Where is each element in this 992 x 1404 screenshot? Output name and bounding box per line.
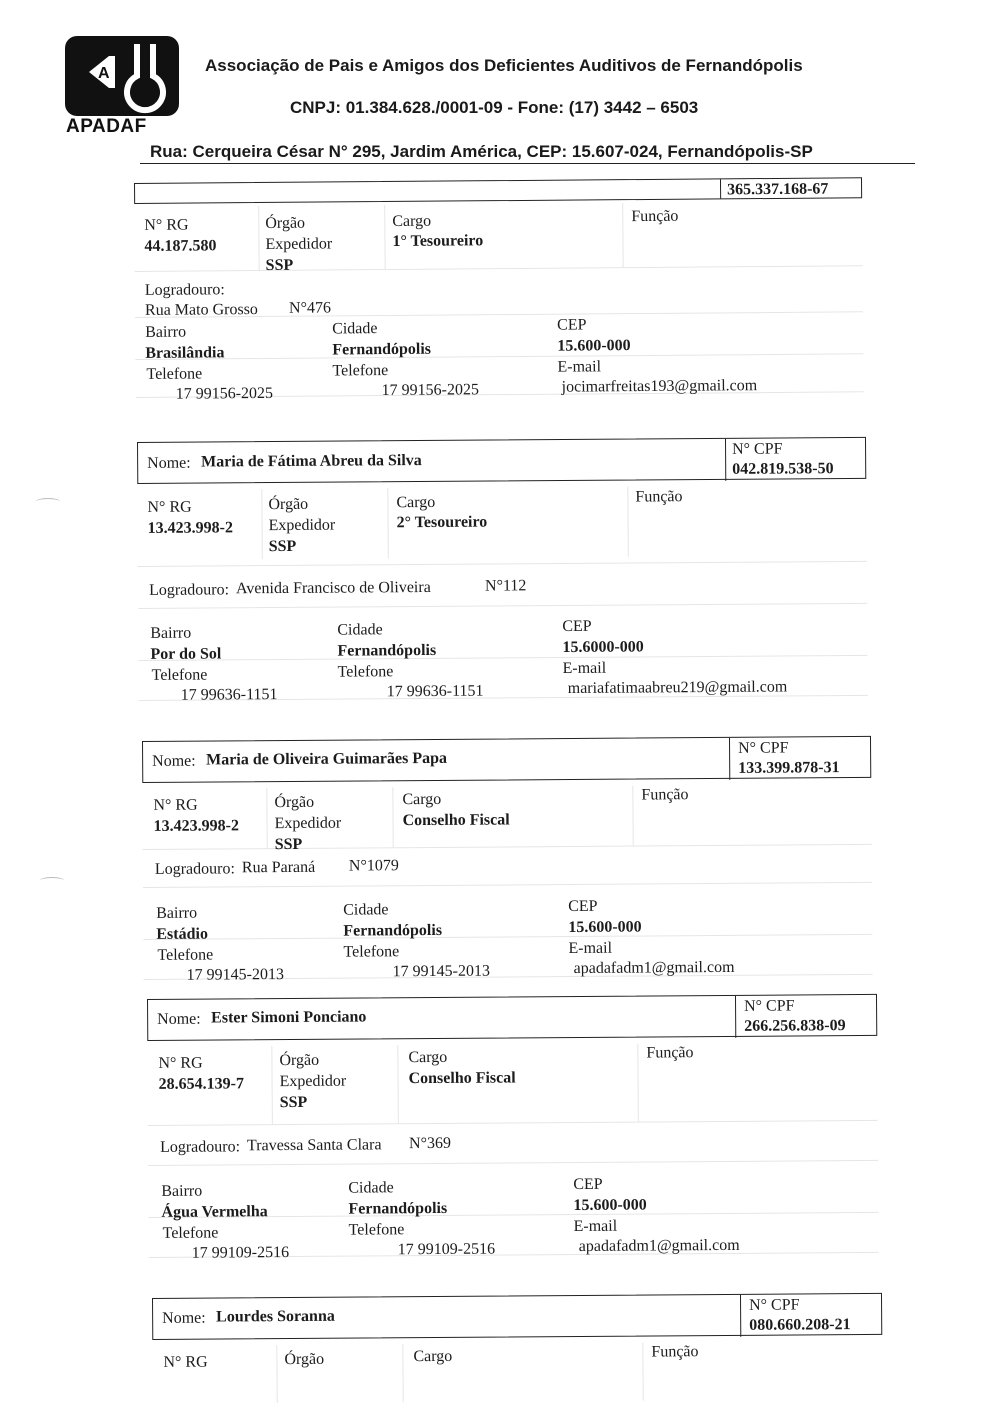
logradouro-value: Travessa Santa Clara xyxy=(246,1136,382,1155)
logradouro-label: Logradouro: xyxy=(159,1138,241,1156)
expedidor-label: Expedidor xyxy=(268,516,336,535)
cidade-label: Cidade xyxy=(348,1179,394,1197)
rg-label: N° RG xyxy=(144,216,189,234)
cpf-value: 133.399.878-31 xyxy=(738,759,840,777)
bairro-label: Bairro xyxy=(145,323,187,341)
scan-mark xyxy=(40,877,64,884)
cnpj-phone: CNPJ: 01.384.628./0001-09 - Fone: (17) 3442 – 6503 xyxy=(290,98,699,117)
cpf-label: N° CPF xyxy=(749,1296,800,1314)
funcao-label: Função xyxy=(641,786,689,804)
org-address: Rua: Cerqueira César N° 295, Jardim América, CEP: 15.607-024, Fernandópolis-SP xyxy=(150,142,813,161)
telefone-value: 17 99156-2025 xyxy=(175,384,274,403)
orgao-label: Órgão xyxy=(274,793,315,812)
cidade-value: Fernandópolis xyxy=(343,921,443,940)
orgao-label: Órgão xyxy=(265,214,306,232)
cep-label: CEP xyxy=(562,617,592,636)
cep-label: CEP xyxy=(573,1175,603,1194)
cargo-value: 1° Tesoureiro xyxy=(392,232,484,250)
funcao-label: Função xyxy=(631,207,679,226)
logradouro-label: Logradouro: xyxy=(144,281,225,299)
email-value: apadafadm1@gmail.com xyxy=(573,958,735,977)
nome-value: Lourdes Soranna xyxy=(216,1307,335,1326)
bairro-label: Bairro xyxy=(150,624,192,642)
name-box xyxy=(142,736,871,783)
telefone-label: Telefone xyxy=(348,1221,405,1239)
orgao-value: SSP xyxy=(279,1093,308,1112)
cpf-box xyxy=(720,178,863,198)
bairro-value: Água Vermelha xyxy=(161,1203,268,1221)
cep-value: 15.600-000 xyxy=(568,918,642,937)
telefone-label: Telefone xyxy=(332,362,389,380)
nome-label: Nome: xyxy=(147,454,191,472)
numero-value: N°1079 xyxy=(348,857,399,875)
cep-value: 15.600-000 xyxy=(573,1196,647,1215)
cidade-value: Fernandópolis xyxy=(348,1199,448,1218)
telefone-label: Telefone xyxy=(162,1224,219,1242)
telefone-label: Telefone xyxy=(146,365,203,383)
cep-label: CEP xyxy=(568,897,598,916)
cargo-value: Conselho Fiscal xyxy=(408,1069,516,1088)
cep-label: CEP xyxy=(557,316,587,334)
telefone-value: 17 99109-2516 xyxy=(191,1244,290,1262)
cpf-value: 266.256.838-09 xyxy=(744,1017,846,1035)
cpf-label: N° CPF xyxy=(744,997,795,1015)
telefone-label: Telefone xyxy=(343,943,400,961)
cidade-label: Cidade xyxy=(332,320,378,338)
orgao-value: SSP xyxy=(265,256,294,274)
telefone-value: 17 99145-2013 xyxy=(186,966,285,984)
cep-value: 15.600-000 xyxy=(557,337,631,355)
rg-value: 44.187.580 xyxy=(144,237,217,255)
orgao-label: Órgão xyxy=(279,1051,320,1070)
email-label: E-mail xyxy=(562,659,607,678)
orgao-value: SSP xyxy=(274,835,303,854)
logradouro-value: Avenida Francisco de Oliveira xyxy=(235,578,431,598)
bairro-value: Por do Sol xyxy=(150,645,222,663)
email-label: E-mail xyxy=(557,358,602,376)
cargo-label: Cargo xyxy=(408,1048,448,1067)
cpf-value: 042.819.538-50 xyxy=(732,460,834,478)
logo-letter: A xyxy=(98,65,110,82)
logradouro-value: Rua Paraná xyxy=(241,858,316,877)
cargo-label: Cargo xyxy=(396,493,436,512)
cargo-value: 2° Tesoureiro xyxy=(396,513,488,532)
cidade-label: Cidade xyxy=(337,621,383,639)
nome-value: Maria de Oliveira Guimarães Papa xyxy=(206,749,448,769)
funcao-label: Função xyxy=(635,488,683,506)
email-value: apadafadm1@gmail.com xyxy=(578,1236,740,1255)
numero-value: N°369 xyxy=(408,1134,452,1153)
cpf-box xyxy=(735,995,878,1038)
rg-label: N° RG xyxy=(163,1353,208,1371)
name-box xyxy=(152,1293,882,1340)
nome-value: Maria de Fátima Abreu da Silva xyxy=(201,452,422,471)
org-name: Associação de Pais e Amigos dos Deficientes Auditivos de Fernandópolis xyxy=(205,56,803,75)
cpf-box xyxy=(729,737,872,780)
logradouro-label: Logradouro: xyxy=(148,581,230,599)
nome-label: Nome: xyxy=(152,752,196,770)
cargo-value: Conselho Fiscal xyxy=(402,811,510,830)
bairro-label: Bairro xyxy=(156,904,198,922)
telefone-label: Telefone xyxy=(157,946,214,964)
bairro-value: Estádio xyxy=(156,925,208,943)
bairro-label: Bairro xyxy=(161,1182,203,1200)
cpf-box xyxy=(740,1294,883,1337)
expedidor-label: Expedidor xyxy=(279,1072,347,1091)
orgao-value: SSP xyxy=(268,537,297,556)
email-value: mariafatimaabreu219@gmail.com xyxy=(567,678,788,697)
rg-value: 28.654.139-7 xyxy=(158,1075,244,1093)
orgao-label: Órgão xyxy=(268,495,309,514)
email-label: E-mail xyxy=(573,1217,618,1236)
name-box xyxy=(137,437,866,484)
cpf-value: 080.660.208-21 xyxy=(749,1316,851,1334)
telefone-value: 17 99636-1151 xyxy=(386,682,484,701)
rg-value: 13.423.998-2 xyxy=(153,817,239,835)
telefone-value: 17 99109-2516 xyxy=(397,1240,496,1259)
rg-value: 13.423.998-2 xyxy=(147,519,233,537)
expedidor-label: Expedidor xyxy=(265,235,333,253)
telefone-value: 17 99636-1151 xyxy=(180,686,278,704)
header-rule xyxy=(140,163,915,164)
rg-label: N° RG xyxy=(147,498,192,516)
cep-value: 15.6000-000 xyxy=(562,638,644,657)
name-box xyxy=(134,177,862,204)
bairro-value: Brasilândia xyxy=(145,344,225,362)
expedidor-label: Expedidor xyxy=(274,814,342,833)
cargo-label: Cargo xyxy=(413,1347,453,1366)
numero-value: N°112 xyxy=(484,577,527,595)
logo-text: APADAF xyxy=(66,116,147,137)
name-box xyxy=(147,994,877,1041)
cidade-value: Fernandópolis xyxy=(337,641,437,660)
cargo-label: Cargo xyxy=(402,790,442,809)
telefone-value: 17 99145-2013 xyxy=(392,962,491,981)
rg-label: N° RG xyxy=(158,1054,203,1072)
telefone-value: 17 99156-2025 xyxy=(381,381,480,400)
cpf-label: N° CPF xyxy=(738,739,789,757)
logradouro-label: Logradouro: xyxy=(154,860,235,878)
cpf-value: 365.337.168-67 xyxy=(727,180,829,199)
numero-value: N°476 xyxy=(288,299,332,317)
orgao-label: Órgão xyxy=(284,1350,325,1369)
funcao-label: Função xyxy=(651,1343,699,1361)
rg-label: N° RG xyxy=(153,796,198,814)
nome-label: Nome: xyxy=(157,1010,201,1028)
email-value: jocimarfreitas193@gmail.com xyxy=(561,377,758,396)
telefone-label: Telefone xyxy=(151,666,208,684)
cpf-label: N° CPF xyxy=(732,440,783,458)
nome-value: Ester Simoni Ponciano xyxy=(211,1008,367,1027)
logradouro-value: Rua Mato Grosso xyxy=(144,301,258,319)
cpf-box xyxy=(725,438,867,481)
scan-mark xyxy=(36,498,60,505)
cargo-label: Cargo xyxy=(392,212,432,230)
telefone-label: Telefone xyxy=(337,663,394,681)
nome-label: Nome: xyxy=(162,1309,206,1327)
funcao-label: Função xyxy=(646,1044,694,1062)
cidade-value: Fernandópolis xyxy=(332,340,432,359)
email-label: E-mail xyxy=(568,939,613,958)
cidade-label: Cidade xyxy=(343,901,389,919)
